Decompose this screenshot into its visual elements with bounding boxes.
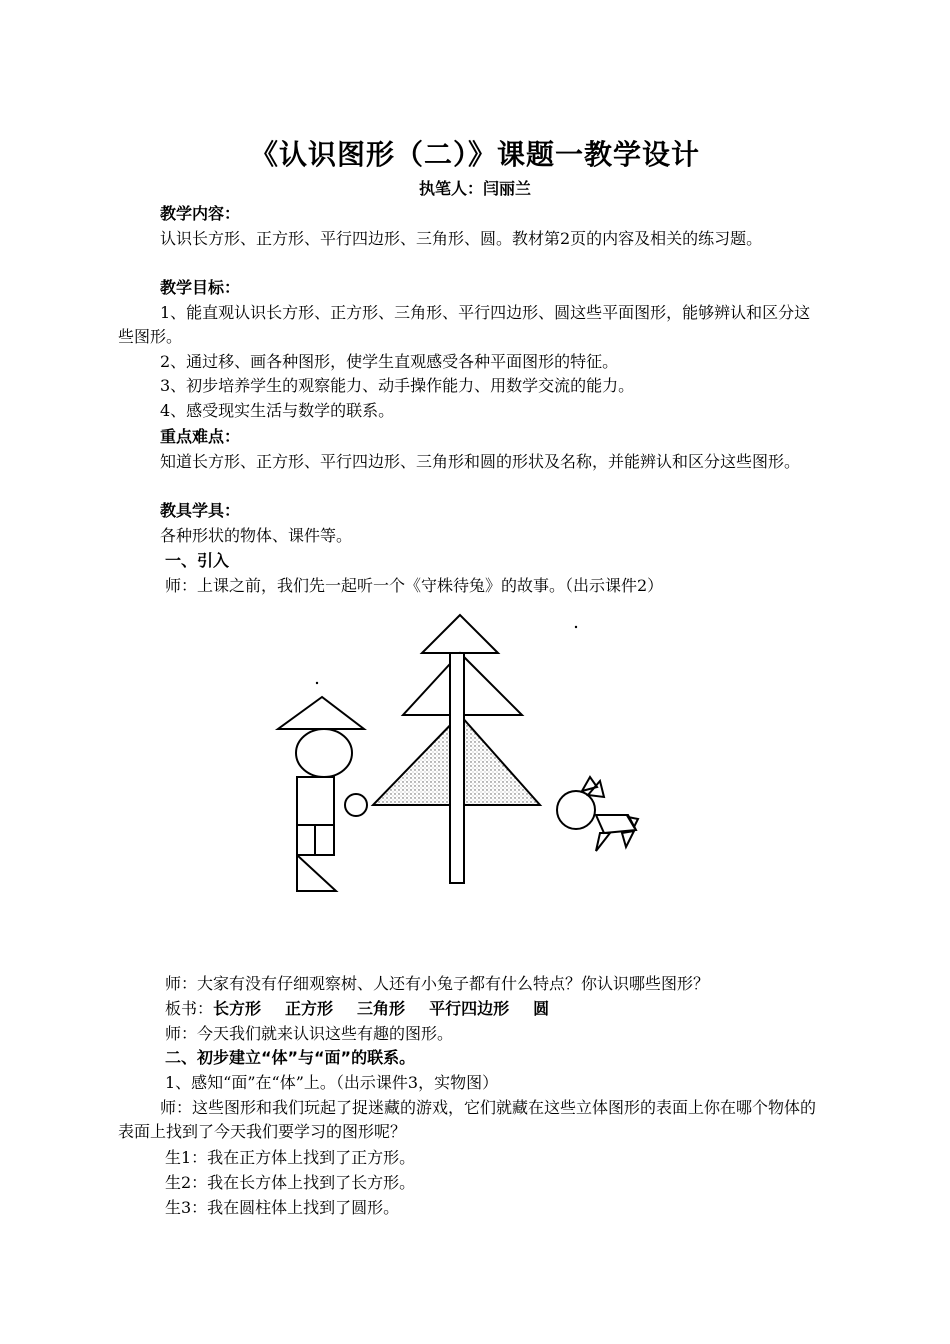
student-answer: 生2：我在长方体上找到了长方形。	[165, 1173, 416, 1192]
goal-item: 2、通过移、画各种图形，使学生直观感受各种平面图形的特征。	[160, 352, 619, 371]
rabbit-leg-triangle	[622, 831, 634, 847]
farmer-figure	[278, 682, 367, 891]
story-illustration	[270, 605, 650, 905]
farmer-hat-triangle	[278, 697, 364, 729]
farmer-feet-triangle	[297, 855, 336, 891]
tools-text: 各种形状的物体、课件等。	[160, 526, 353, 545]
key-text	[118, 450, 818, 474]
content-text	[118, 227, 818, 251]
student-answer: 生1：我在正方体上找到了正方形。	[165, 1148, 416, 1167]
teacher-question: 师：大家有没有仔细观察树、人还有小兔子都有什么特点？你认识哪些图形？	[165, 974, 710, 993]
tree-trunk-rectangle	[450, 653, 464, 883]
goal-item: 4、感受现实生活与数学的联系。	[160, 401, 395, 420]
key-text-body: 知道长方形、正方形、平行四边形、三角形和圆的形状及名称，并能辨认和区分这些图形。	[160, 452, 801, 471]
board-writing	[165, 997, 549, 1021]
content-text-body: 认识长方形、正方形、平行四边形、三角形、圆。教材第2页的内容及相关的练习题。	[160, 229, 763, 248]
teacher-hide-body: 师：这些图形和我们玩起了捉迷藏的游戏，它们就藏在这些立体图形的表面上你在哪个物体的表面上找到了今天我们要学习的图形呢？	[118, 1098, 817, 1141]
goals-heading: 教学目标：	[160, 278, 241, 297]
board-item: 长方形	[213, 999, 262, 1018]
board-label: 板书：	[165, 999, 214, 1018]
farmer-hand-circle	[345, 794, 367, 816]
board-item: 圆	[533, 999, 550, 1018]
document-title: 《认识图形（二）》课题一教学设计	[249, 138, 700, 171]
teacher-hide	[118, 1096, 818, 1144]
rabbit-head-circle	[557, 791, 595, 829]
farmer-head-circle	[296, 729, 352, 777]
farmer-body-rectangle	[297, 777, 334, 825]
section2-heading: 二、初步建立“体”与“面”的联系。	[165, 1048, 416, 1067]
board-item: 三角形	[357, 999, 406, 1018]
document-author: 执笔人：闫丽兰	[418, 179, 531, 198]
rabbit-figure	[557, 777, 638, 851]
teacher-intro: 师：上课之前，我们先一起听一个《守株待兔》的故事。（出示课件2）	[165, 576, 664, 595]
goal-item	[118, 301, 818, 349]
speck	[316, 682, 318, 684]
board-item: 平行四边形	[429, 999, 510, 1018]
key-heading: 重点难点：	[160, 427, 241, 446]
goal-text: 1、能直观认识长方形、正方形、三角形、平行四边形、圆这些平面图形，能够辨认和区分这些图形。	[118, 303, 811, 346]
tree-figure	[373, 615, 577, 883]
rabbit-ear-triangle	[582, 777, 597, 791]
speck	[575, 626, 577, 628]
tools-heading: 教具学具：	[160, 501, 241, 520]
tree-top-triangle	[422, 615, 498, 653]
content-heading: 教学内容：	[160, 204, 241, 223]
student-answer: 生3：我在圆柱体上找到了圆形。	[165, 1198, 400, 1217]
section1-heading: 一、引入	[165, 551, 230, 570]
rabbit-leg-triangle	[596, 833, 610, 851]
board-item: 正方形	[285, 999, 334, 1018]
goal-item: 3、初步培养学生的观察能力、动手操作能力、用数学交流的能力。	[160, 376, 635, 395]
rabbit-tail-triangle	[628, 817, 638, 827]
teacher-today: 师：今天我们就来认识这些有趣的图形。	[165, 1024, 454, 1043]
step1-text: 1、感知“面”在“体”上。（出示课件3，实物图）	[165, 1073, 499, 1092]
